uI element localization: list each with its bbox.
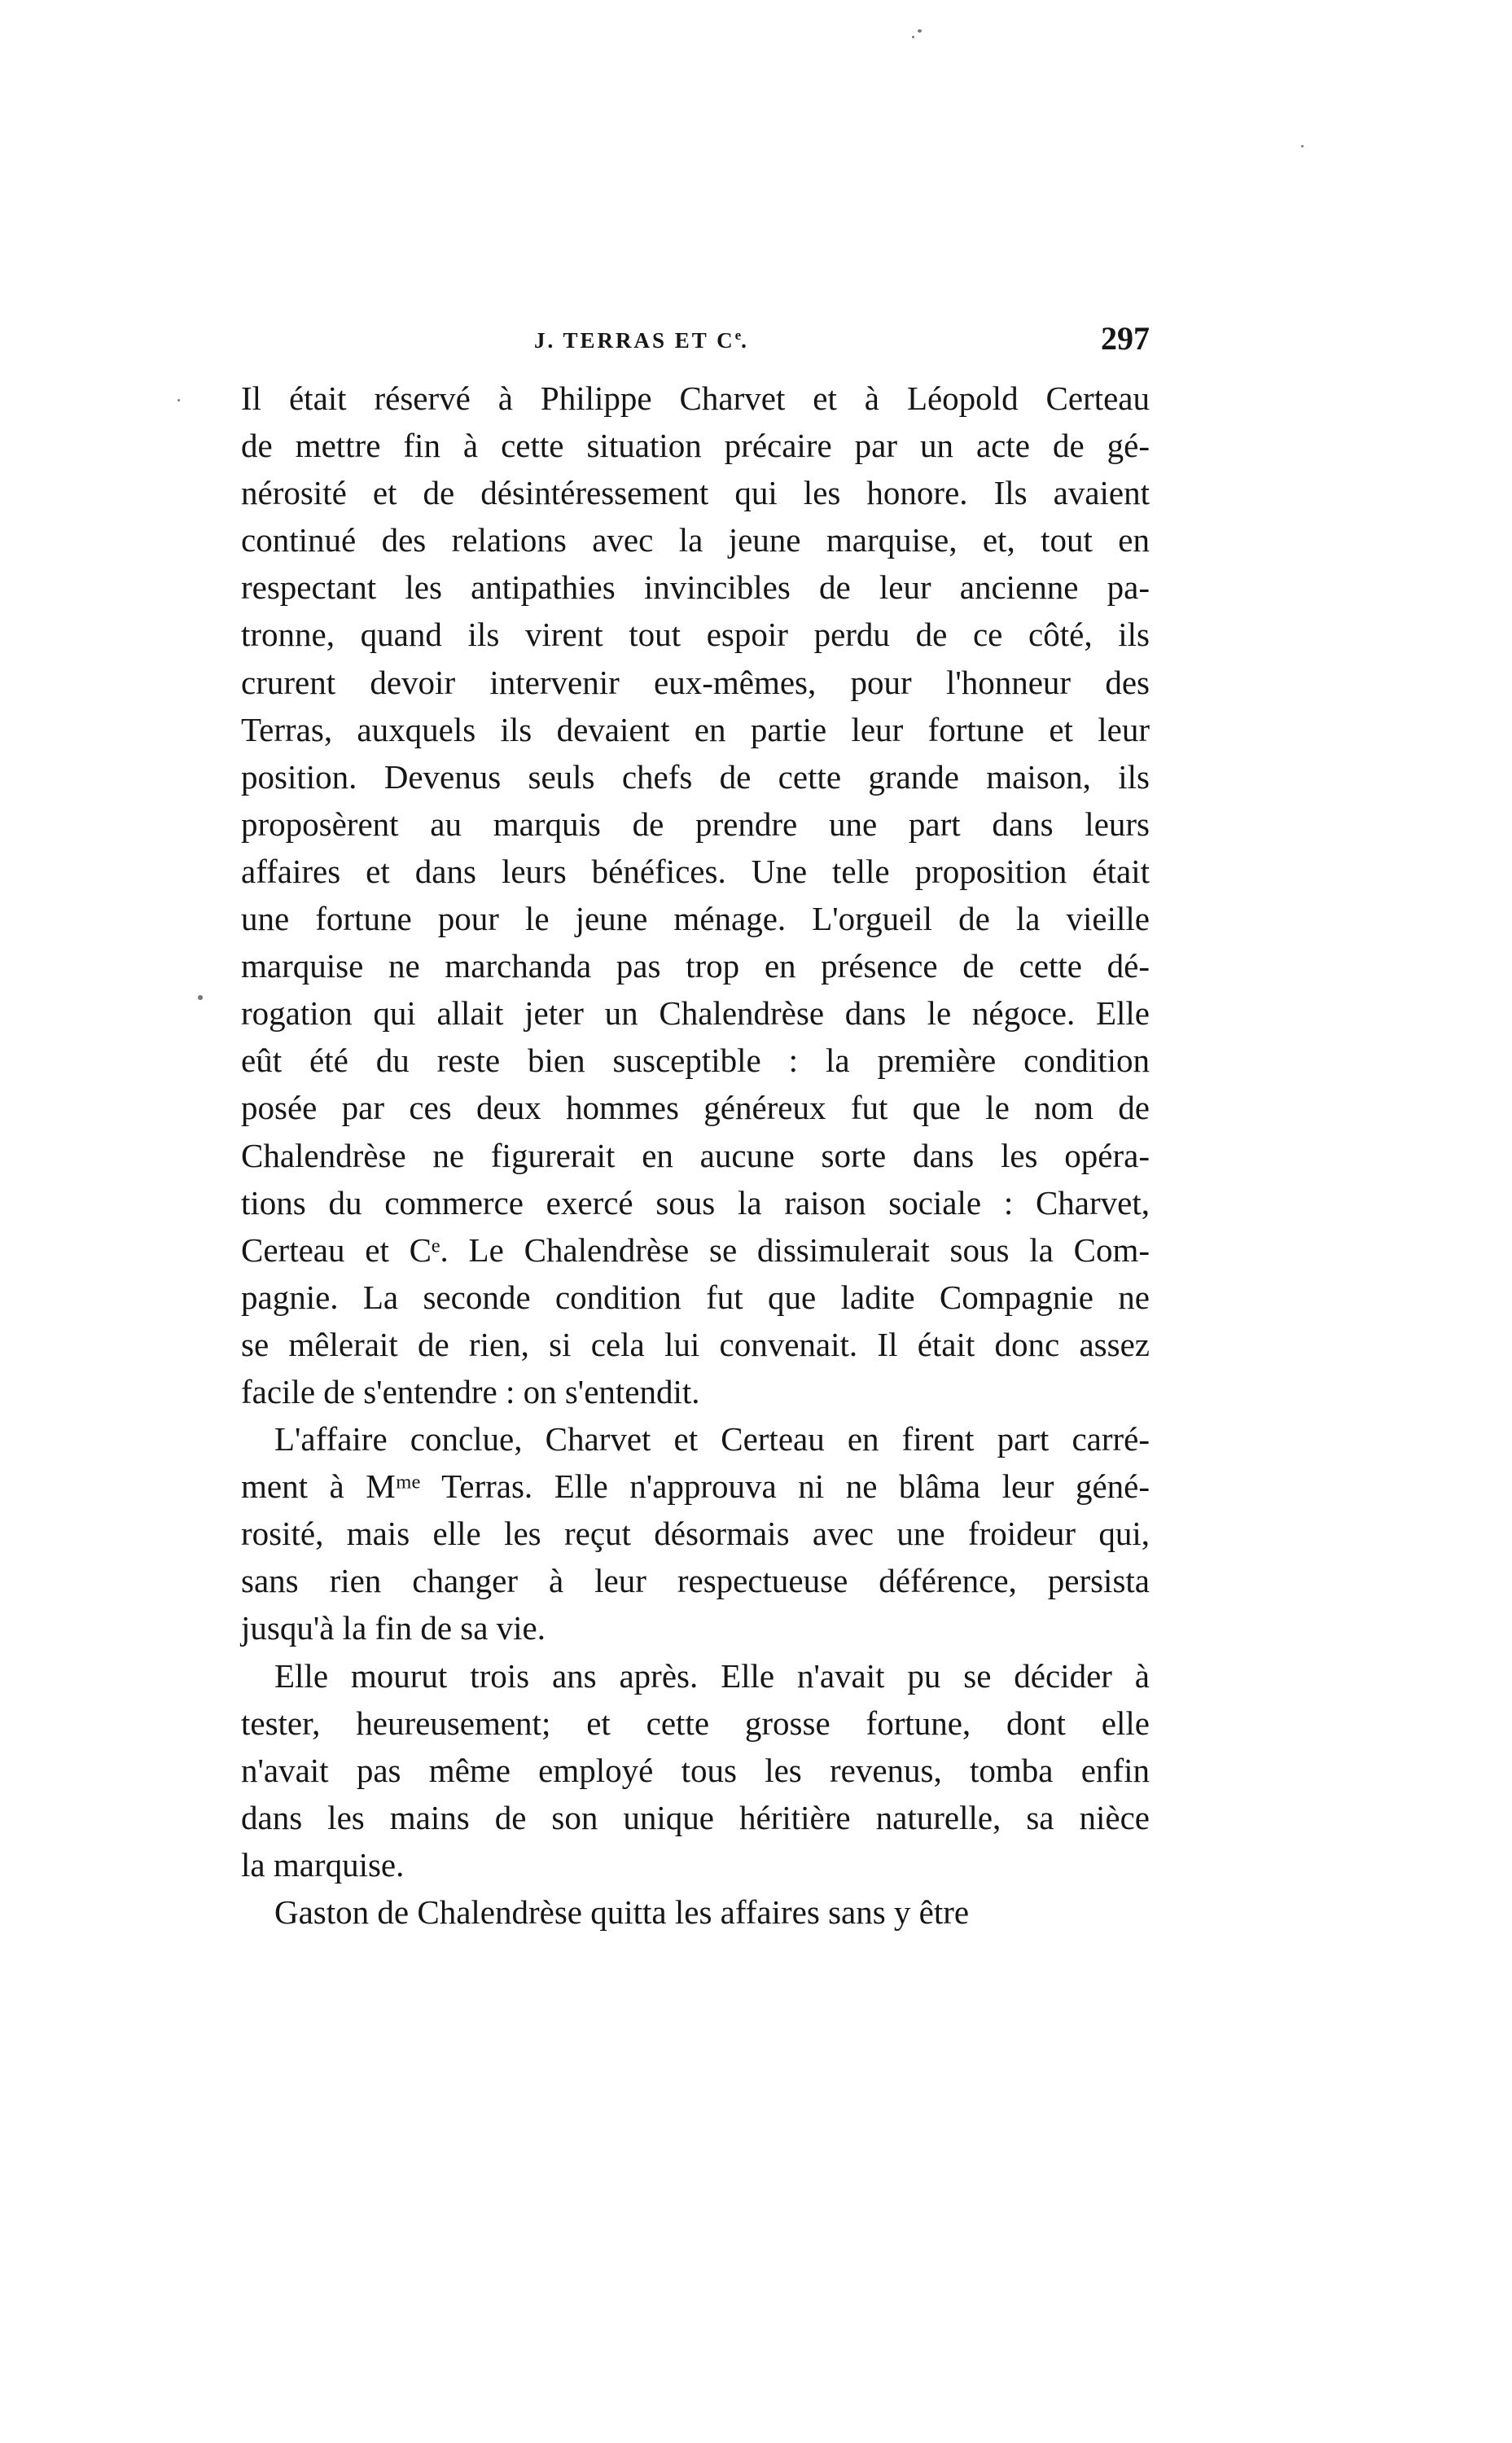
body-text [241,375,1150,1936]
text-line: pagnie. La seconde condition fut que ladite Compagnie ne [241,1278,1150,1316]
text-line: affaires et dans leurs bénéfices. Une telle proposition était [241,852,1150,890]
text-line: facile de s'entendre : on s'entendit. [241,1372,700,1410]
text-line: L'affaire conclue, Charvet et Certeau en firent part carré- [274,1420,1150,1458]
text-line: tronne, quand ils virent tout espoir perdu de ce côté, ils [241,616,1150,654]
paper-speck [177,399,180,401]
running-title-text: J. TERRAS ET C [534,328,735,353]
text-line: tions du commerce exercé sous la raison sociale : Charvet, [241,1183,1150,1222]
text-line: Elle mourut trois ans après. Elle n'avait pu se décider à [274,1656,1150,1695]
text-line: rogation qui allait jeter un Chalendrèse dans le négoce. Elle [241,994,1150,1033]
paper-speck [912,36,914,38]
text-line: Chalendrèse ne figurerait en aucune sorte dans les opéra- [241,1136,1150,1174]
text-line: la marquise. [241,1845,405,1884]
text-line: tester, heureusement; et cette grosse fortune, dont elle [241,1704,1150,1742]
text-line: se mêlerait de rien, si cela lui convenait. Il était donc assez [241,1325,1150,1363]
paper-speck [918,29,922,33]
text-line: Gaston de Chalendrèse quitta les affaires sans y être [274,1893,970,1931]
paper-speck [198,995,203,1000]
text-line: respectant les antipathies invincibles de leur ancienne pa- [241,568,1150,607]
text-line: ment à Mᵐᵉ Terras. Elle n'approuva ni ne blâma leur géné- [241,1467,1150,1506]
text-line: Il était réservé à Philippe Charvet et à Léopold Certeau [241,379,1150,417]
text-line: dans les mains de son unique héritière naturelle, sa nièce [241,1798,1150,1836]
text-line: jusqu'à la fin de sa vie. [241,1609,546,1647]
text-line: posée par ces deux hommes généreux fut que le nom de [241,1089,1150,1127]
running-title-superscript: e [734,327,742,343]
text-line: Certeau et Cᵉ. Le Chalendrèse se dissimulerait sous la Com- [241,1230,1150,1269]
text-line: rosité, mais elle les reçut désormais avec une froideur qui, [241,1515,1150,1553]
running-head [241,319,1150,368]
text-line: sans rien changer à leur respectueuse déférence, persista [241,1562,1150,1600]
text-line: Terras, auxquels ils devaient en partie leur fortune et leur [241,710,1150,748]
text-line: proposèrent au marquis de prendre une part dans leurs [241,805,1150,843]
text-line: de mettre fin à cette situation précaire par un acte de gé- [241,427,1150,465]
text-line: position. Devenus seuls chefs de cette grande maison, ils [241,757,1150,796]
text-line: nérosité et de désintéressement qui les honore. Ils avaient [241,474,1150,512]
page-number: 297 [1101,320,1150,357]
running-title-period: . [741,328,749,353]
paper-speck [1301,145,1304,147]
text-line: marquise ne marchanda pas trop en présence de cette dé- [241,947,1150,985]
text-line: continué des relations avec la jeune marquise, et, tout en [241,521,1150,559]
text-line: eût été du reste bien susceptible : la première condition [241,1042,1150,1080]
text-line: crurent devoir intervenir eux-mêmes, pour l'honneur des [241,663,1150,701]
running-title [534,327,749,353]
text-line: une fortune pour le jeune ménage. L'orgueil de la vieille [241,900,1150,938]
text-line: n'avait pas même employé tous les revenus, tomba enfin [241,1751,1150,1789]
